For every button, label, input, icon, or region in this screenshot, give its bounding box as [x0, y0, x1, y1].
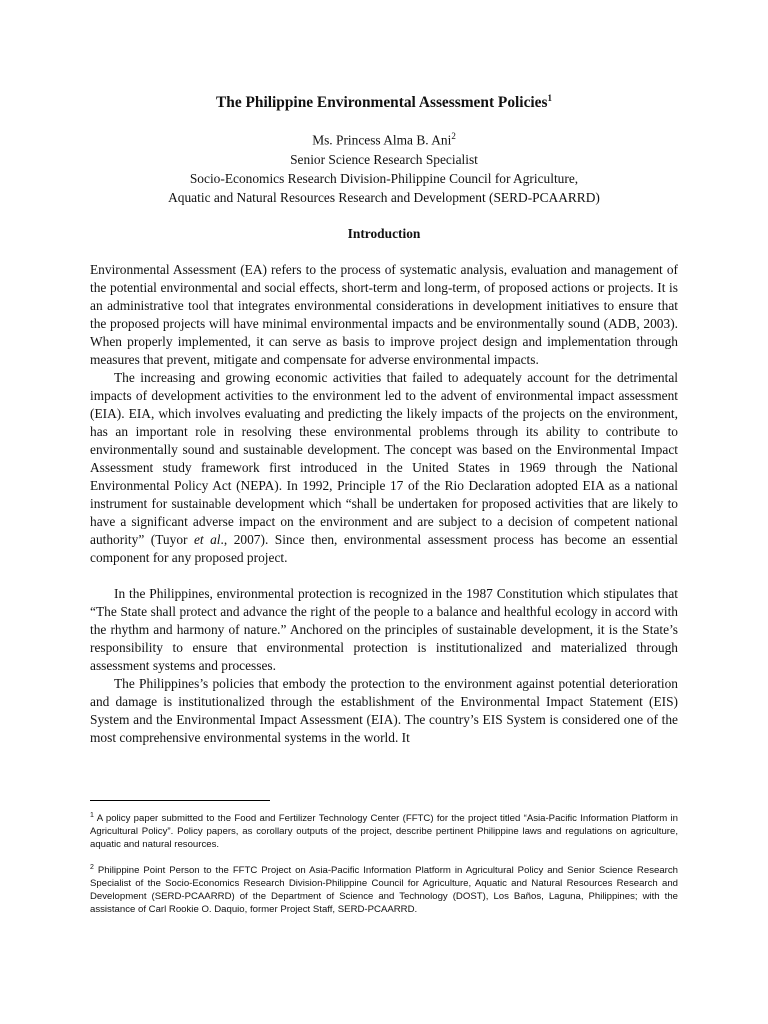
intro-paragraph-2 [90, 369, 678, 567]
footnote-2 [90, 861, 678, 916]
title-footnote-mark: 1 [547, 93, 552, 103]
footnote-2-text: Philippine Point Person to the FFTC Project on Asia-Pacific Information Platform in Agricultural Policy and Senior Science Research Specialist of the Socio-Economics Research Division-Philippine Council for Agriculture, Aquatic and Natural Resources Research and Development (SERD-PCAARRD) of the Department of Science and Technology (DOST), Los Baños, Laguna, Philippines; with the assistance of Carl Rookie O. Daquio, former Project Staff, SERD-PCAARRD. [90, 865, 678, 916]
author-footnote-mark: 2 [451, 131, 456, 142]
author-name-text: Ms. Princess Alma B. Ani [312, 132, 452, 148]
footnote-1 [90, 809, 678, 851]
intro-paragraph-4: The Philippines’s policies that embody the protection to the environment against potential deterioration and damage is institutionalized through the establishment of the Environmental Impact Statement (EIS) System and the Environmental Impact Assessment (EIA). The country’s EIS System is considered one of the most comprehensive environmental systems in the world. It [90, 675, 678, 745]
footnote-1-text: A policy paper submitted to the Food and Fertilizer Technology Center (FFTC) for the project titled “Asia-Pacific Information Platform in Agricultural Policy”. Policy papers, as corollary outputs of the project, describe pertinent Philippine laws and regulations on agriculture, aquatic and natural resources. [90, 813, 679, 851]
author-block [90, 127, 678, 206]
footnotes-section [90, 800, 678, 926]
author-name [90, 127, 678, 149]
intro-paragraph-2-part2: ., 2007). Since then, environmental assessment process has become an essential component for any proposed project. [90, 531, 678, 565]
intro-paragraph-2-italic: et al [193, 531, 221, 547]
paper-title [90, 88, 678, 113]
document-page [90, 88, 678, 747]
author-affiliation-line2: Aquatic and Natural Resources Research and Development (SERD-PCAARRD) [168, 189, 600, 205]
intro-paragraph-3: In the Philippines, environmental protection is recognized in the 1987 Constitution which stipulates that “The State shall protect and advance the right of the people to a balance and healthful ecology in accord with the rhythm and harmony of nature.” Anchored on the principles of sustainable development, it is the State’s responsibility to ensure that environmental protection is institutionalized and materialized through assessment systems and processes. [90, 585, 678, 673]
footnote-2-mark: 2 [90, 864, 94, 872]
intro-paragraph-1: Environmental Assessment (EA) refers to the process of systematic analysis, evaluation and management of the potential environmental and social effects, short-term and long-term, of proposed actions or projects. It is an administrative tool that integrates environmental considerations in development initiatives to ensure that the proposed projects will have minimal environmental impacts and be environmentally sound (ADB, 2003). When properly implemented, it can serve as basis to improve project design and implementation through measures that prevent, mitigate and compensate for adverse environmental impacts. [90, 261, 678, 367]
footnote-divider [90, 800, 270, 801]
footnote-1-mark: 1 [90, 812, 94, 819]
section-heading-introduction: Introduction [347, 225, 421, 241]
paper-title-text: The Philippine Environmental Assessment Policies [216, 94, 548, 112]
author-affiliation-line1: Socio-Economics Research Division-Philippine Council for Agriculture, [189, 170, 579, 186]
intro-paragraph-2-part1: The increasing and growing economic activities that failed to adequately account for the detrimental impacts of development activities to the environment led to the advent of environmental impact assessment (EIA). EIA, which involves evaluating and predicting the likely impacts of the projects on the environment, has an important role in resolving these environmental problems through its ability to contribute to environmentally sound and sustainable development. The concept was based on the Environmental Impact Assessment study framework first introduced in the United States in 1969 through the National Environmental Policy Act (NEPA). In 1992, Principle 17 of the Rio Declaration adopted EIA as a national instrument for sustainable development which “shall be undertaken for proposed activities that are likely to have a significant adverse impact on the environment and are subject to a decision of competent national authority” (Tuyor [90, 369, 678, 547]
author-position: Senior Science Research Specialist [290, 151, 478, 167]
